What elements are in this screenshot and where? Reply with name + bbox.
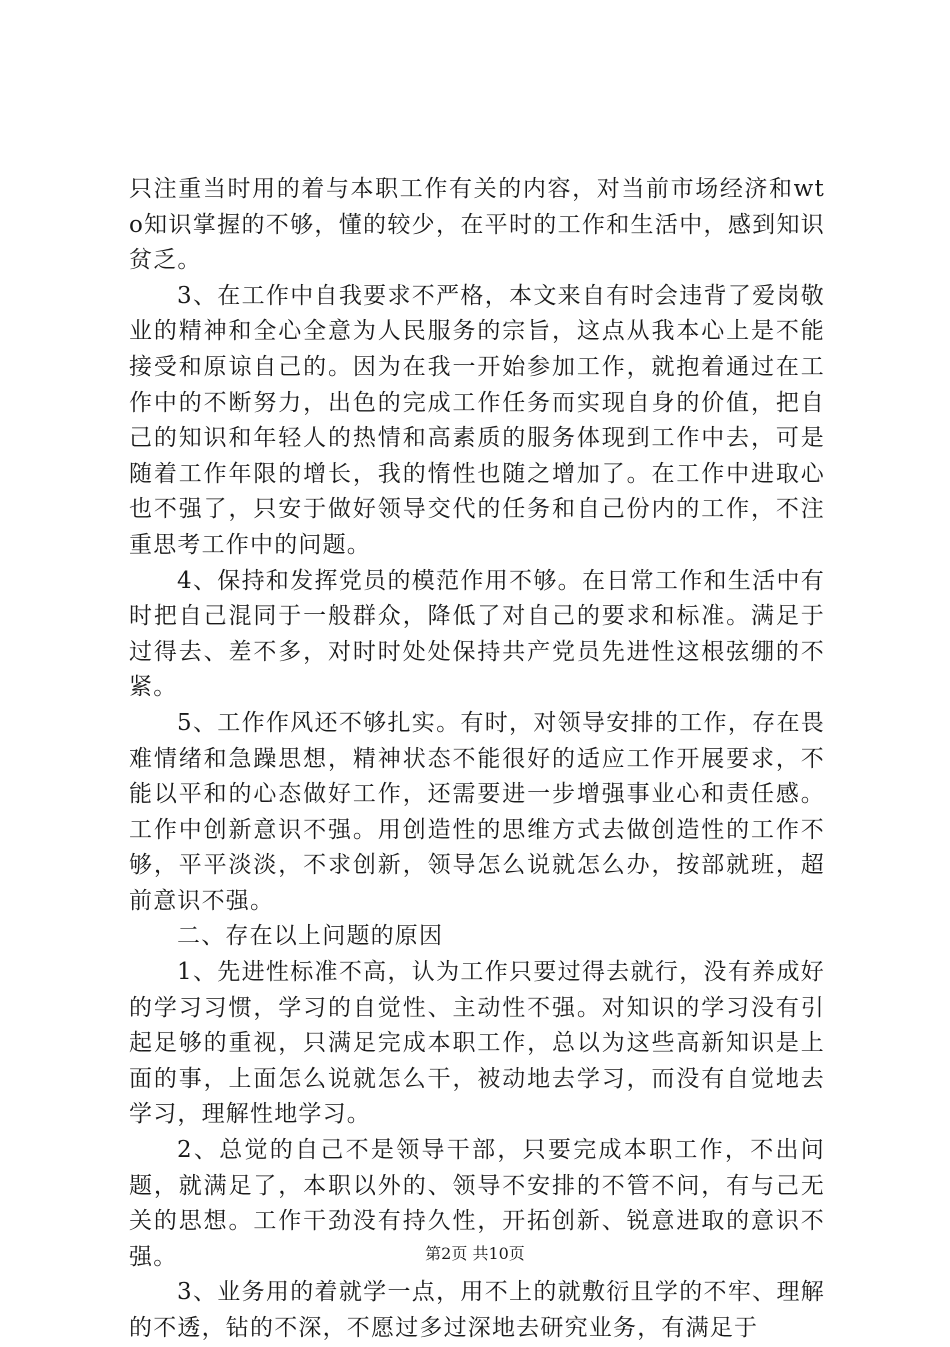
paragraph: 5、工作作风还不够扎实。有时，对领导安排的工作，存在畏难情绪和急躁思想，精神状态不能很好的适应工作开展要求，不能以平和的心态做好工作，还需要进一步增强事业心和责任感。工作中创新意识不强。用创造性的思维方式去做创造性的工作不够，平平淡淡，不求创新，领导怎么说就怎么办，按部就班，超前意识不强。 <box>129 709 825 914</box>
paragraph: 只注重当时用的着与本职工作有关的内容，对当前市场经济和wto知识掌握的不够，懂的较少，在平时的工作和生活中，感到知识贫乏。 <box>129 176 825 274</box>
paragraph: 2、总觉的自己不是领导干部，只要完成本职工作，不出问题，就满足了，本职以外的、领导不安排的不管不问，有与己无关的思想。工作干劲没有持久性，开拓创新、锐意进取的意识不强。 <box>129 1137 825 1270</box>
section-heading: 二、存在以上问题的原因 <box>177 923 444 950</box>
page-footer: 第2页 共10页 <box>425 1244 525 1263</box>
paragraph: 1、先进性标准不高，认为工作只要过得去就行，没有养成好的学习习惯，学习的自觉性、主动性不强。对知识的学习没有引起足够的重视，只满足完成本职工作，总以为这些高新知识是上面的事，上面怎么说就怎么干，被动地去学习，而没有自觉地去学习，理解性地学习。 <box>129 959 825 1128</box>
paragraph: 4、保持和发挥党员的模范作用不够。在日常工作和生活中有时把自己混同于一般群众，降低了对自己的要求和标准。满足于过得去、差不多，对时时处处保持共产党员先进性这根弦绷的不紧。 <box>129 567 825 701</box>
body-text <box>129 172 825 1347</box>
paragraph: 3、业务用的着就学一点，用不上的就敷衍且学的不牢、理解的不透，钻的不深，不愿过多过深地去研究业务，有满足于 <box>129 1279 825 1341</box>
paragraph: 3、在工作中自我要求不严格，本文来自有时会违背了爱岗敬业的精神和全心全意为人民服务的宗旨，这点从我本心上是不能接受和原谅自己的。因为在我一开始参加工作，就抱着通过在工作中的不断努力，出色的完成工作任务而实现自身的价值，把自己的知识和年轻人的热情和高素质的服务体现到工作中去，可是随着工作年限的增长，我的惰性也随之增加了。在工作中进取心也不强了，只安于做好领导交代的任务和自己份内的工作，不注重思考工作中的问题。 <box>129 282 825 558</box>
